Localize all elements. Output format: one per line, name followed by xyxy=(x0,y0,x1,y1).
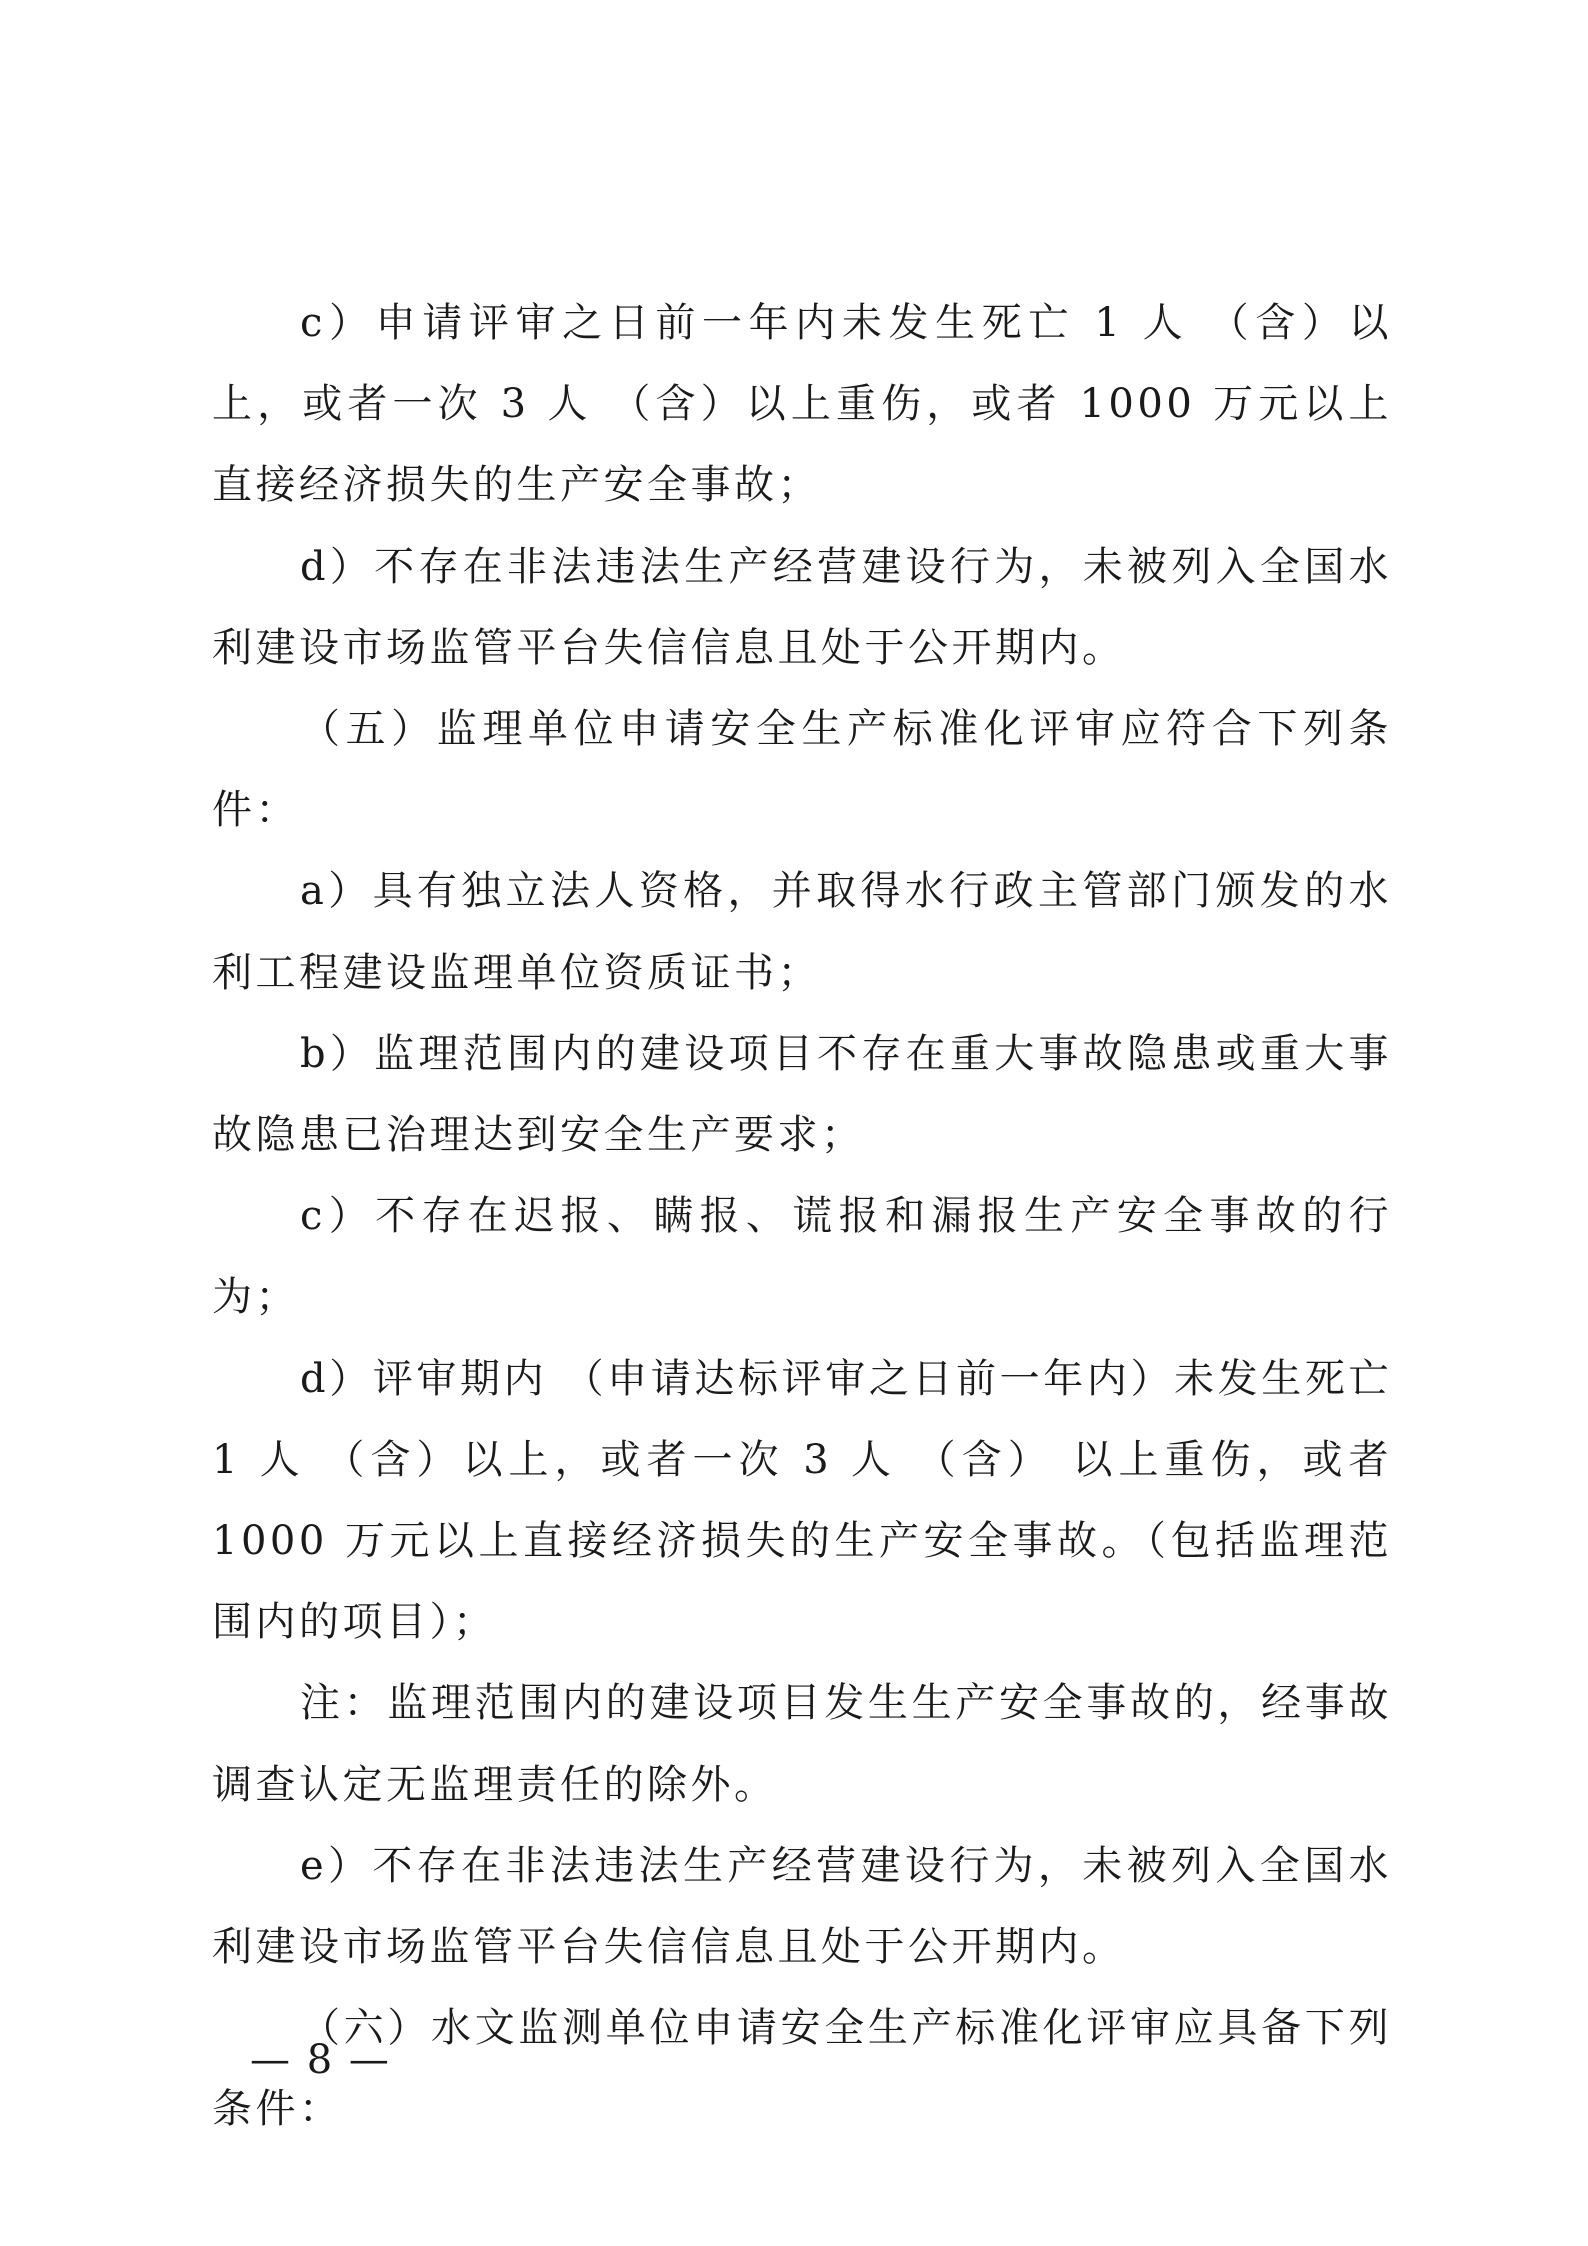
paragraph-a-legal-qualification: a）具有独立法人资格，并取得水行政主管部门颁发的水利工程建设监理单位资质证书； xyxy=(212,868,1392,996)
paragraph-d-no-illegal-activity: d）不存在非法违法生产经营建设行为，未被列入全国水利建设市场监管平台失信信息且处于公开期内。 xyxy=(212,543,1392,671)
paragraph-d-no-accident-in-period: d）评审期内 （申请达标评审之日前一年内）未发生死亡 1 人 （含）以上，或者一次 3 人 （含） 以上重伤，或者 1000 万元以上直接经济损失的生产安全事故。（包括监理范围内的项目）； xyxy=(212,1355,1392,1646)
section-5-supervision-unit-heading: （五）监理单位申请安全生产标准化评审应符合下列条件： xyxy=(212,706,1392,834)
paragraph-e-no-illegal-activity: e）不存在非法违法生产经营建设行为，未被列入全国水利建设市场监管平台失信信息且处于公开期内。 xyxy=(212,1842,1392,1971)
paragraph-c-no-reporting-violation: c）不存在迟报、瞒报、谎报和漏报生产安全事故的行为； xyxy=(212,1193,1392,1321)
page-number: — 8 — xyxy=(250,2037,391,2083)
paragraph-note-exemption: 注：监理范围内的建设项目发生生产安全事故的，经事故调查认定无监理责任的除外。 xyxy=(212,1680,1392,1808)
paragraph-b-hazard-rectified: b）监理范围内的建设项目不存在重大事故隐患或重大事故隐患已治理达到安全生产要求； xyxy=(212,1030,1392,1159)
document-body xyxy=(212,283,1392,2151)
paragraph-c-accident-record: c）申请评审之日前一年内未发生死亡 1 人 （含）以上，或者一次 3 人 （含）以上重伤，或者 1000 万元以上直接经济损失的生产安全事故； xyxy=(212,300,1392,509)
section-6-hydrology-unit-heading: （六）水文监测单位申请安全生产标准化评审应具备下列条件： xyxy=(212,2005,1392,2133)
